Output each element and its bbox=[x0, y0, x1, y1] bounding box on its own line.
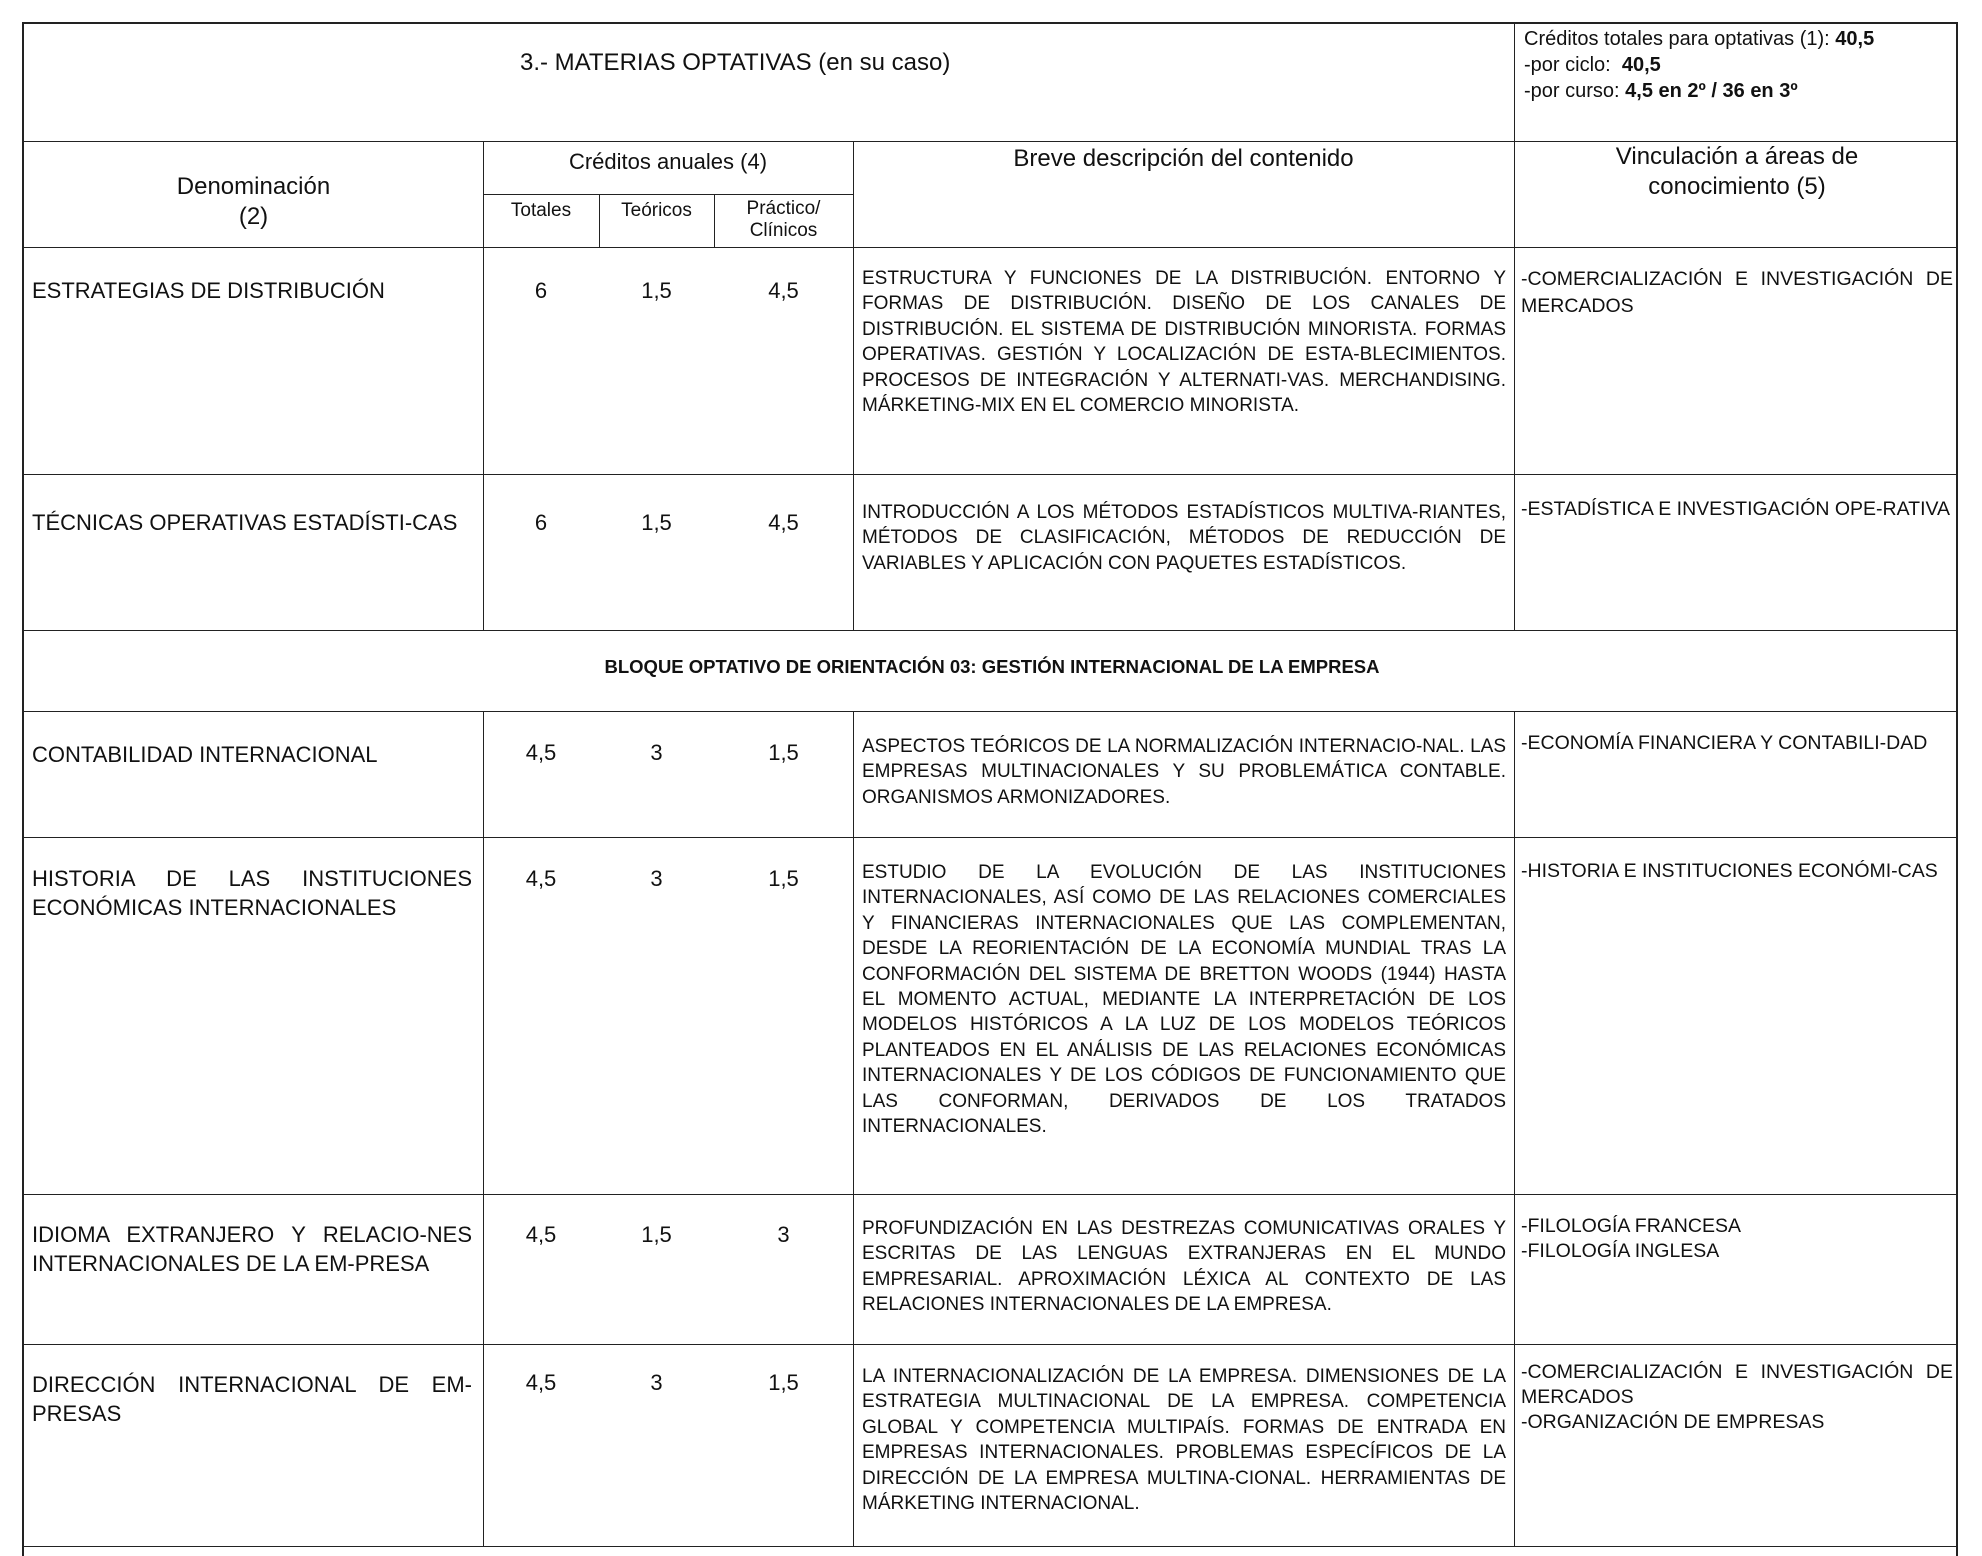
credits-totales: 4,5 bbox=[525, 740, 557, 765]
per-cycle-value: 40,5 bbox=[1621, 54, 1661, 76]
optional-subjects-table bbox=[22, 22, 1958, 1556]
knowledge-area bbox=[1521, 1360, 1953, 1435]
row-divider bbox=[24, 474, 1956, 475]
credits-practicos: 3 bbox=[777, 1222, 790, 1247]
knowledge-area: -HISTORIA E INSTITUCIONES ECONÓMI-CAS bbox=[1521, 860, 1938, 882]
credits-teoricos: 3 bbox=[650, 1370, 663, 1395]
vinculacion-label: Vinculación a áreas de bbox=[1615, 143, 1859, 170]
subject-description: ESTRUCTURA Y FUNCIONES DE LA DISTRIBUCIÓN. ENTORNO Y FORMAS DE DISTRIBUCIÓN. DISEÑO DE LOS CANALES DE DISTRIBUCIÓN. EL SISTEMA DE DISTRIBUCIÓN MINORISTA. FORMAS OPERATIVAS. GESTIÓN Y LOCALIZACIÓN DE ESTA-BLECIMIENTOS. PROCESOS DE INTEGRACIÓN Y ALTERNATI-VAS. MERCHANDISING. MÁRKETING-MIX EN EL COMERCIO MINORISTA. bbox=[862, 268, 1506, 417]
credits-practicos: 4,5 bbox=[768, 278, 799, 303]
col-divider bbox=[483, 711, 484, 1546]
subject-name: ESTRATEGIAS DE DISTRIBUCIÓN bbox=[32, 278, 385, 303]
row-divider bbox=[24, 711, 1956, 712]
col-header-denominacion bbox=[24, 172, 483, 232]
knowledge-area-line: -COMERCIALIZACIÓN E INVESTIGACIÓN DE MERCADOS bbox=[1521, 1361, 1953, 1408]
subject-name: TÉCNICAS OPERATIVAS ESTADÍSTI-CAS bbox=[32, 510, 458, 535]
credits-teoricos: 3 bbox=[650, 740, 663, 765]
page-title: 3.- MATERIAS OPTATIVAS (en su caso) bbox=[520, 49, 951, 76]
subject-name: DIRECCIÓN INTERNACIONAL DE EM-PRESAS bbox=[32, 1372, 472, 1426]
knowledge-area: -COMERCIALIZACIÓN E INVESTIGACIÓN DE MERCADOS bbox=[1521, 268, 1953, 317]
col-header-descripcion: Breve descripción del contenido bbox=[1013, 145, 1354, 172]
credits-totales: 4,5 bbox=[525, 866, 557, 891]
col-divider bbox=[1514, 711, 1515, 1546]
col-divider bbox=[1514, 141, 1515, 630]
vinculacion-label-2: conocimiento (5) bbox=[1648, 173, 1826, 200]
col-header-vinculacion bbox=[1514, 142, 1960, 202]
practicos-label: Práctico/ bbox=[746, 198, 821, 219]
denominacion-note: (2) bbox=[238, 203, 269, 230]
credits-totales: 4,5 bbox=[525, 1370, 557, 1395]
credits-total-value: 40,5 bbox=[1835, 28, 1875, 50]
col-divider bbox=[853, 711, 854, 1546]
credits-teoricos: 1,5 bbox=[641, 278, 672, 303]
col-header-practicos bbox=[714, 198, 853, 242]
credits-summary bbox=[1524, 26, 1954, 104]
subject-name: CONTABILIDAD INTERNACIONAL bbox=[32, 742, 378, 767]
per-cycle-label: -por ciclo: bbox=[1524, 54, 1611, 76]
credits-total-label: Créditos totales para optativas (1): bbox=[1524, 28, 1830, 50]
row-divider bbox=[24, 1194, 1956, 1195]
per-course-value: 4,5 en 2º / 36 en 3º bbox=[1625, 80, 1798, 102]
credits-teoricos: 1,5 bbox=[641, 510, 672, 535]
credits-totales: 6 bbox=[534, 510, 548, 535]
subject-name: IDIOMA EXTRANJERO Y RELACIO-NES INTERNACIONALES DE LA EM-PRESA bbox=[32, 1222, 472, 1276]
col-header-totales: Totales bbox=[510, 200, 572, 221]
knowledge-area: -ESTADÍSTICA E INVESTIGACIÓN OPE-RATIVA bbox=[1521, 498, 1951, 520]
credits-totales: 4,5 bbox=[525, 1222, 557, 1247]
col-header-teoricos: Teóricos bbox=[621, 200, 692, 221]
col-divider bbox=[1514, 24, 1515, 141]
per-course-label: -por curso: bbox=[1524, 80, 1620, 102]
credits-practicos: 1,5 bbox=[768, 1370, 799, 1395]
subject-description: ASPECTOS TEÓRICOS DE LA NORMALIZACIÓN INTERNACIO-NAL. LAS EMPRESAS MULTINACIONALES Y SU PROBLEMÁTICA CONTABLE. ORGANISMOS ARMONIZADORES. bbox=[862, 736, 1506, 808]
credits-practicos: 1,5 bbox=[768, 866, 799, 891]
col-divider bbox=[853, 141, 854, 630]
credits-practicos: 1,5 bbox=[768, 740, 799, 765]
subject-description: INTRODUCCIÓN A LOS MÉTODOS ESTADÍSTICOS MULTIVA-RIANTES, MÉTODOS DE CLASIFICACIÓN, MÉTODOS DE REDUCCIÓN DE VARIABLES Y APLICACIÓN CON PAQUETES ESTADÍSTICOS. bbox=[862, 502, 1506, 574]
subject-description: ESTUDIO DE LA EVOLUCIÓN DE LAS INSTITUCIONES INTERNACIONALES, ASÍ COMO DE LAS RELACIONES COMERCIALES Y FINANCIERAS INTERNACIONALES QUE LAS COMPLEMENTAN, DESDE LA REORIENTACIÓN DE LA ECONOMÍA MUNDIAL TRAS LA CONFORMACIÓN DEL SISTEMA DE BRETTON WOODS (1944) HASTA EL MOMENTO ACTUAL, MEDIANTE LA INTERPRETACIÓN DE LOS MODELOS HISTÓRICOS A LA LUZ DE LOS MODELOS TEÓRICOS PLANTEADOS EN EL ANÁLISIS DE LAS RELACIONES ECONÓMICAS INTERNACIONALES Y DE LOS CÓDIGOS DE FUNCIONAMIENTO QUE LAS CONFORMAN, DERIVADOS DE LOS TRATADOS INTERNACIONALES. bbox=[862, 862, 1506, 1138]
knowledge-area: -ECONOMÍA FINANCIERA Y CONTABILI-DAD bbox=[1521, 732, 1928, 754]
credits-practicos: 4,5 bbox=[768, 510, 799, 535]
subject-name: HISTORIA DE LAS INSTITUCIONES ECONÓMICAS INTERNACIONALES bbox=[32, 866, 472, 920]
denominacion-label: Denominación bbox=[176, 173, 331, 200]
credits-teoricos: 3 bbox=[650, 866, 663, 891]
knowledge-area-line: -ORGANIZACIÓN DE EMPRESAS bbox=[1521, 1411, 1825, 1433]
subject-description: PROFUNDIZACIÓN EN LAS DESTREZAS COMUNICATIVAS ORALES Y ESCRITAS DE LAS LENGUAS EXTRANJERAS EN EL MUNDO EMPRESARIAL. APROXIMACIÓN LÉXICA AL CONTEXTO DE LAS RELACIONES INTERNACIONALES DE LA EMPRESA. bbox=[862, 1218, 1506, 1316]
credits-teoricos: 1,5 bbox=[641, 1222, 672, 1247]
knowledge-area-line: -FILOLOGÍA INGLESA bbox=[1521, 1240, 1720, 1262]
row-divider bbox=[24, 630, 1956, 631]
row-divider bbox=[24, 247, 1956, 248]
credits-totales: 6 bbox=[534, 278, 548, 303]
knowledge-area-line: -FILOLOGÍA FRANCESA bbox=[1521, 1215, 1741, 1237]
credits-subheader-divider bbox=[483, 194, 853, 195]
col-header-creditos: Créditos anuales (4) bbox=[568, 149, 768, 174]
row-divider bbox=[24, 1546, 1956, 1547]
practicos-label-2: Clínicos bbox=[749, 220, 818, 241]
block-title: BLOQUE OPTATIVO DE ORIENTACIÓN 03: GESTIÓN INTERNACIONAL DE LA EMPRESA bbox=[604, 656, 1380, 677]
knowledge-area bbox=[1521, 1214, 1953, 1264]
row-divider bbox=[24, 837, 1956, 838]
row-divider bbox=[24, 1344, 1956, 1345]
subject-description: LA INTERNACIONALIZACIÓN DE LA EMPRESA. DIMENSIONES DE LA ESTRATEGIA MULTINACIONAL DE LA EMPRESA. COMPETENCIA GLOBAL Y COMPETENCIA MULTIPAÍS. FORMAS DE ENTRADA EN EMPRESAS INTERNACIONALES. PROBLEMAS ESPECÍFICOS DE LA DIRECCIÓN DE LA EMPRESA MULTINA-CIONAL. HERRAMIENTAS DE MÁRKETING INTERNACIONAL. bbox=[862, 1366, 1506, 1515]
